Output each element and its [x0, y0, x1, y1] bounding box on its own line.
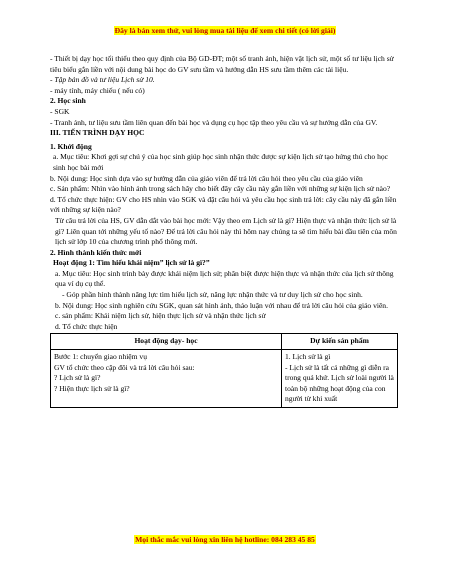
- expected-product-header: Dự kiến sản phẩm: [282, 334, 398, 350]
- table-row: [51, 350, 398, 408]
- expected-product-cell: [282, 350, 398, 408]
- lesson-plan-table: [50, 333, 398, 408]
- activity-1-content: b. Nội dung: Học sinh nghiên cứu SGK, quan sát hình ảnh, thảo luận với nhau để trả lời câu hỏi của giáo viên.: [55, 300, 388, 310]
- warmup-transition: Từ câu trả lời của HS, GV dẫn dắt vào bài học mới: Vậy theo em Lịch sử là gì? Hiện thực và nhận thức lịch sử là gì? Liên quan tới những yếu tố nào? Để trả lời câu hỏi này thì hôm nay chúng ta sẽ tìm hiểu bài đầu tiên của môn lịch sử lớp 10 của chương trình phổ thông mới.: [55, 215, 397, 247]
- document-page: [50, 54, 402, 408]
- preview-notice-banner: [0, 26, 450, 35]
- hotline-text: Mọi thắc mắc vui lòng xin liên hệ hotline: 084 283 45 85: [135, 535, 315, 544]
- warmup-organization: d. Tổ chức thực hiện: GV cho HS nhìn vào SGK và đặt câu hỏi và yêu cầu học sinh trả lời: cây cầu này đã gắn liền với những sự kiện nào?: [50, 194, 397, 215]
- preview-notice-text: Đây là bản xem thử, vui lòng mua tài liệu để xem chi tiết (có lời giải): [114, 26, 336, 35]
- computer-line: - máy tính, máy chiếu ( nếu có): [50, 85, 145, 95]
- table-header-row: [51, 334, 398, 350]
- activity-1-organization: d. Tổ chức thực hiện: [55, 321, 118, 331]
- activity-1-objective: a. Mục tiêu: Học sinh trình bày được khái niệm lịch sử; phân biệt được hiện thực và nhận thức của lịch sử thông qua ví dụ cụ thể.: [55, 268, 394, 289]
- warmup-heading: 1. Khởi động: [50, 141, 92, 151]
- question-2: ? Hiện thực lịch sử là gì?: [54, 383, 130, 393]
- warmup-objective: a. Mục tiêu: Khơi gợi sự chú ý của học sinh giúp học sinh nhận thức được sự kiện lịch sử tạo hứng thú cho học sinh học bài mới: [53, 152, 388, 172]
- equipment-line: - Thiết bị dạy học tối thiểu theo quy định của Bộ GD-ĐT; một số tranh ảnh, hiện vật lịch sử, một số tư liệu lịch sử tiêu biểu gắn liền với nội dung bài học do GV sưu tầm và hướng dẫn HS sưu tầm thêm các tài liệu.: [50, 54, 394, 74]
- section-heading: III. TIẾN TRÌNH DẠY HỌC: [50, 128, 145, 138]
- textbook-line: - SGK: [50, 106, 70, 116]
- teaching-activity-cell: [51, 350, 282, 408]
- activity-1-competency: - Góp phần hình thành năng lực tìm hiểu lịch sử, năng lực nhận thức và tư duy lịch sử cho học sinh.: [62, 290, 363, 300]
- warmup-product: c. Sản phẩm: Nhìn vào hình ảnh trong sách hãy cho biết đây cây cầu này gắn liền với những sự kiện lịch sử nào?: [50, 184, 391, 194]
- activity-1-heading: Hoạt động 1: Tìm hiểu khái niệm” lịch sử là gì?”: [53, 258, 210, 268]
- teaching-activity-header: Hoạt động dạy- học: [51, 334, 282, 350]
- student-heading: 2. Học sinh: [50, 96, 86, 106]
- activity-1-product: c. sản phẩm: Khái niệm lịch sử, hiện thực lịch sử và nhận thức lịch sử: [55, 311, 266, 321]
- student-materials-line: - Tranh ảnh, tư liệu sưu tầm liên quan đến bài học và dụng cụ học tập theo yêu cầu và sự hướng dẫn của GV.: [50, 117, 378, 127]
- warmup-content: b. Nội dung: Học sinh dựa vào sự hướng dẫn của giáo viên để trả lời câu hỏi theo yêu cầu của giáo viên: [50, 173, 363, 183]
- product-body: - Lịch sử là tất cả những gì diễn ra trong quá khứ. Lịch sử loài người là toàn bộ những hoạt động của con người từ khi xuất: [285, 362, 394, 404]
- question-1: ? Lịch sử là gì?: [54, 373, 101, 383]
- new-knowledge-heading: 2. Hình thành kiến thức mới: [50, 247, 142, 257]
- hotline-banner: [0, 535, 450, 544]
- step-1-label: Bước 1: chuyển giao nhiệm vụ: [54, 352, 147, 362]
- atlas-line: - Tập bản đồ và tư liệu Lịch sử 10.: [50, 75, 155, 85]
- pair-work-instruction: GV tổ chức theo cặp đôi và trả lời câu hỏi sau:: [54, 362, 195, 372]
- product-title: 1. Lịch sử là gì: [285, 352, 331, 362]
